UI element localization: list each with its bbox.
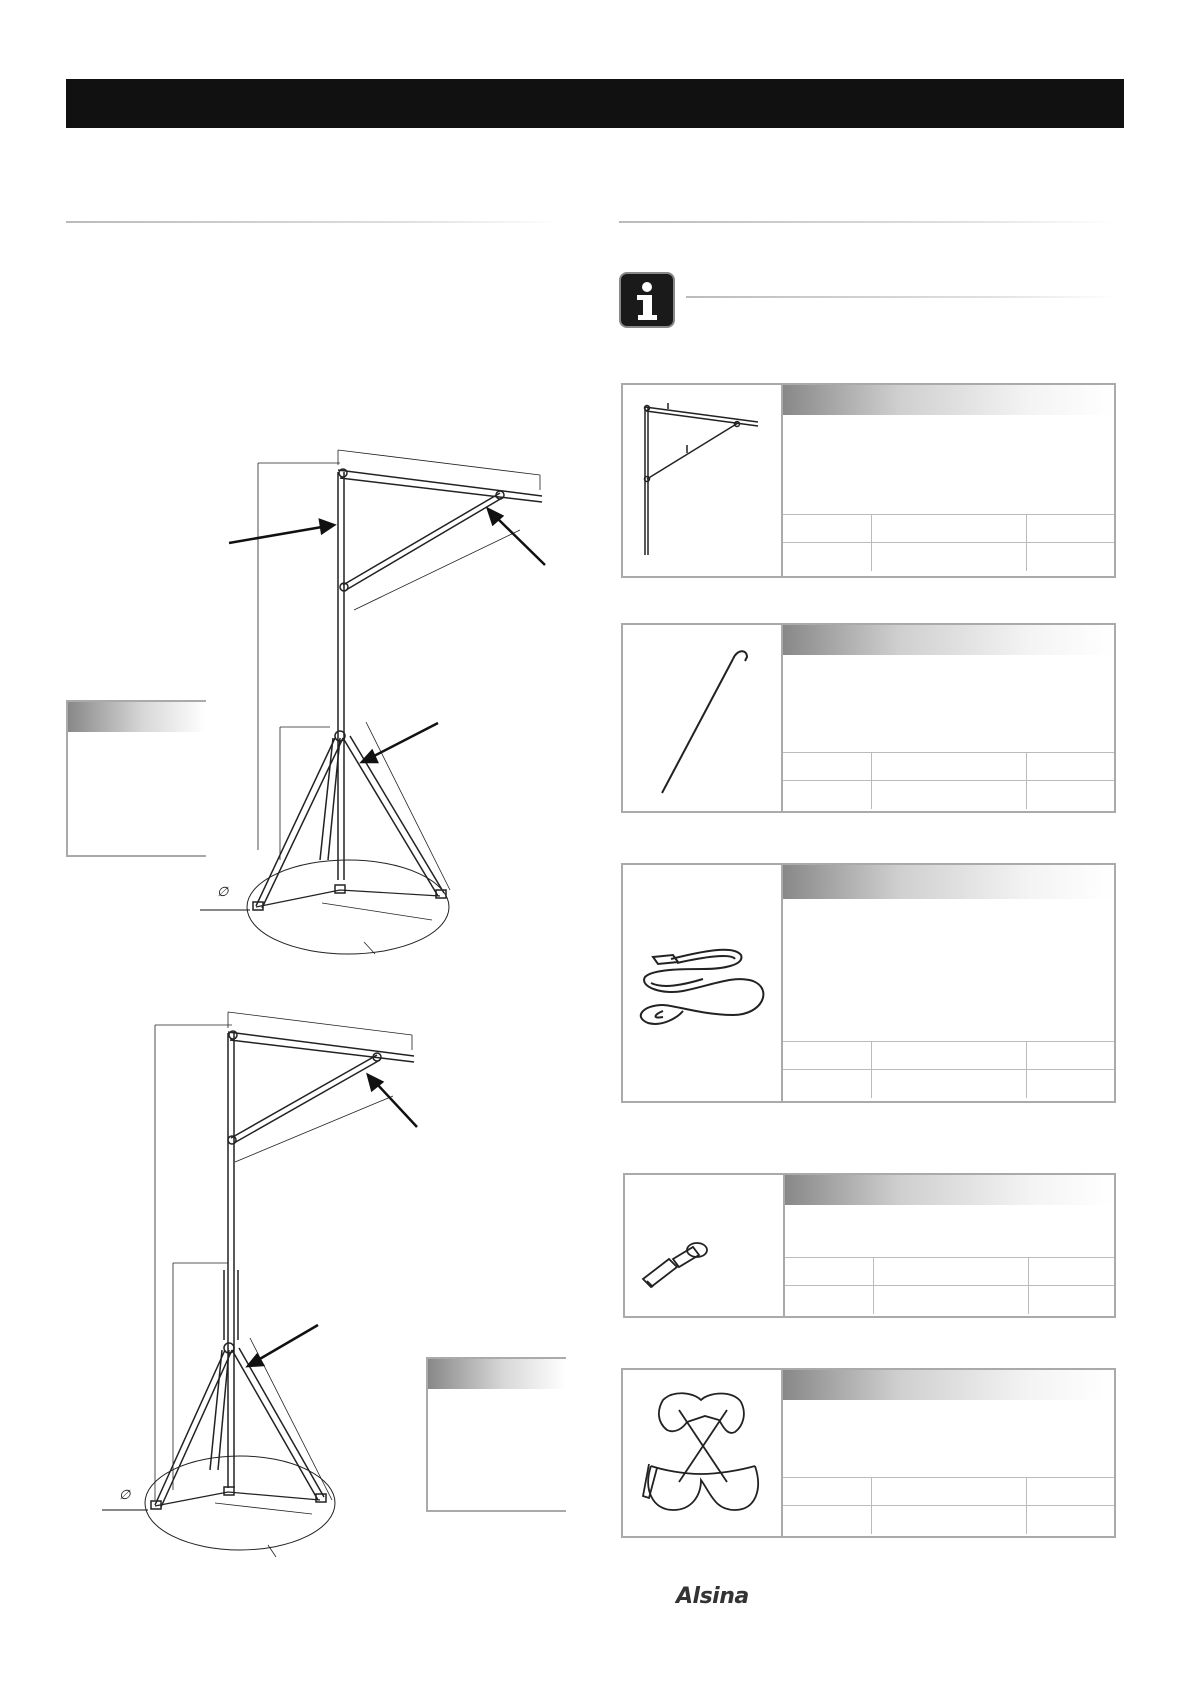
table-value-1	[783, 1513, 789, 1527]
sling-strap-image	[623, 865, 783, 1101]
spec-box-bottom-header	[428, 1359, 566, 1389]
harness-image	[623, 1370, 783, 1536]
accessory-header	[783, 1370, 1114, 1400]
header-bar	[66, 79, 1124, 128]
accessory-card-harness	[621, 1368, 1116, 1538]
davit-arm-icon	[623, 385, 781, 575]
hook-rod-icon	[623, 625, 781, 811]
accessory-title	[783, 875, 791, 889]
table-value-1	[783, 550, 789, 564]
table-value-1	[785, 1293, 791, 1307]
accessory-table	[783, 1041, 1114, 1097]
spec-box-top-title	[68, 710, 74, 724]
accessory-title	[783, 393, 791, 407]
davit-arm-image	[623, 385, 783, 576]
table-header-1	[783, 1485, 789, 1499]
accessory-title	[785, 1183, 793, 1197]
accessory-table	[783, 514, 1114, 570]
accessory-table	[783, 752, 1114, 808]
accessory-title	[783, 1378, 791, 1392]
accessory-table	[785, 1257, 1114, 1313]
accessory-title	[783, 633, 791, 647]
harness-icon	[623, 1370, 781, 1536]
table-value-1	[783, 1077, 789, 1091]
table-header-1	[783, 1049, 789, 1063]
table-header-1	[785, 1265, 791, 1279]
table-header-1	[783, 760, 789, 774]
info-icon	[621, 274, 673, 326]
brand-logo: Alsina	[676, 1584, 749, 1609]
hook-rod-image	[623, 625, 783, 811]
table-header-1	[783, 522, 789, 536]
table-value-1	[783, 788, 789, 802]
diameter-symbol-bottom: ∅	[119, 1487, 131, 1502]
accessory-header	[783, 865, 1114, 899]
anchor-connector-icon	[625, 1175, 783, 1316]
spec-box-bottom	[426, 1357, 566, 1512]
accessory-header	[783, 625, 1114, 655]
info-rule	[686, 296, 1116, 298]
accessory-card-hook-rod	[621, 623, 1116, 813]
anchor-connector-image	[625, 1175, 785, 1316]
accessory-card-sling-strap	[621, 863, 1116, 1103]
sling-strap-icon	[623, 865, 781, 1101]
accessory-table	[783, 1477, 1114, 1533]
left-section-rule	[66, 221, 561, 223]
spec-box-top	[66, 700, 206, 857]
spec-box-top-header	[68, 702, 206, 732]
spec-box-bottom-title	[428, 1367, 434, 1381]
accessory-header	[783, 385, 1114, 415]
accessory-header	[785, 1175, 1114, 1205]
right-section-rule	[619, 221, 1114, 223]
accessory-card-davit-arm	[621, 383, 1116, 578]
header-title	[66, 92, 80, 114]
accessory-card-anchor-connector	[623, 1173, 1116, 1318]
diameter-symbol-top: ∅	[217, 884, 229, 899]
tripod-davit-diagram-bottom	[0, 1000, 440, 1560]
